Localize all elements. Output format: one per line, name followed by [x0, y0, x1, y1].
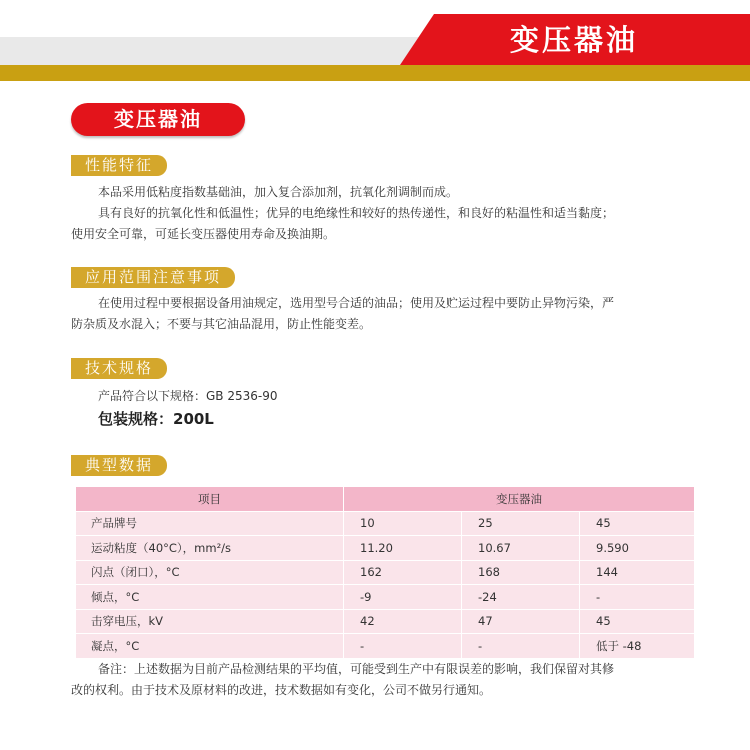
row-value: 25 — [462, 511, 580, 536]
row-value: 10.67 — [462, 536, 580, 561]
section-heading-typical: 典型数据 — [71, 455, 167, 476]
typical-data-table — [75, 486, 695, 659]
package-spec: 包装规格：200L — [98, 410, 214, 428]
row-label: 闪点（闭口），°C — [76, 560, 344, 585]
table-row — [76, 560, 695, 585]
table-row — [76, 511, 695, 536]
row-label: 倾点，°C — [76, 585, 344, 610]
usage-paragraph — [71, 293, 701, 335]
table-header-product: 变压器油 — [344, 487, 695, 512]
row-value: 9.590 — [580, 536, 695, 561]
table-row — [76, 634, 695, 659]
note-line: 备注：上述数据为目前产品检测结果的平均值，可能受到生产中有限误差的影响，我们保留对其修 — [98, 662, 615, 676]
row-value: 168 — [462, 560, 580, 585]
section-heading-specs: 技术规格 — [71, 358, 167, 379]
section-heading-features: 性能特征 — [71, 155, 167, 176]
row-value: 45 — [580, 609, 695, 634]
row-value: -9 — [344, 585, 462, 610]
section-heading-usage: 应用范围注意事项 — [71, 267, 235, 288]
row-value: - — [580, 585, 695, 610]
features-line: 具有良好的抗氧化性和低温性；优异的电绝缘性和较好的热传递性，和良好的粘温性和适当黏度； — [98, 206, 615, 220]
row-label: 产品牌号 — [76, 511, 344, 536]
row-value: 162 — [344, 560, 462, 585]
usage-line: 在使用过程中要根据设备用油规定，选用型号合适的油品；使用及贮运过程中要防止异物污染，严 — [98, 296, 615, 310]
product-name-badge: 变压器油 — [71, 103, 245, 136]
features-line: 本品采用低粘度指数基础油，加入复合添加剂，抗氧化剂调制而成。 — [98, 185, 459, 199]
row-label: 运动粘度（40°C），mm²/s — [76, 536, 344, 561]
row-value: 11.20 — [344, 536, 462, 561]
table-header-item: 项目 — [76, 487, 344, 512]
row-value: 低于 -48 — [580, 634, 695, 659]
disclaimer-note — [71, 659, 701, 701]
row-value: - — [344, 634, 462, 659]
row-label: 击穿电压，kV — [76, 609, 344, 634]
row-value: 144 — [580, 560, 695, 585]
row-value: -24 — [462, 585, 580, 610]
row-value: - — [462, 634, 580, 659]
features-paragraph — [71, 182, 701, 245]
table-row — [76, 536, 695, 561]
row-value: 10 — [344, 511, 462, 536]
table-header-row — [76, 487, 695, 512]
note-line: 改的权利。由于技术及原材料的改进，技术数据如有变化，公司不做另行通知。 — [71, 683, 492, 697]
spec-standard: 产品符合以下规格：GB 2536-90 — [98, 389, 278, 403]
row-value: 47 — [462, 609, 580, 634]
table-row — [76, 585, 695, 610]
row-label: 凝点，°C — [76, 634, 344, 659]
row-value: 42 — [344, 609, 462, 634]
row-value: 45 — [580, 511, 695, 536]
header-title: 变压器油 — [510, 23, 639, 57]
table-row — [76, 609, 695, 634]
header-gold-band — [0, 65, 750, 81]
features-line: 使用安全可靠，可延长变压器使用寿命及换油期。 — [71, 227, 336, 241]
usage-line: 防杂质及水混入；不要与其它油品混用，防止性能变差。 — [71, 317, 372, 331]
